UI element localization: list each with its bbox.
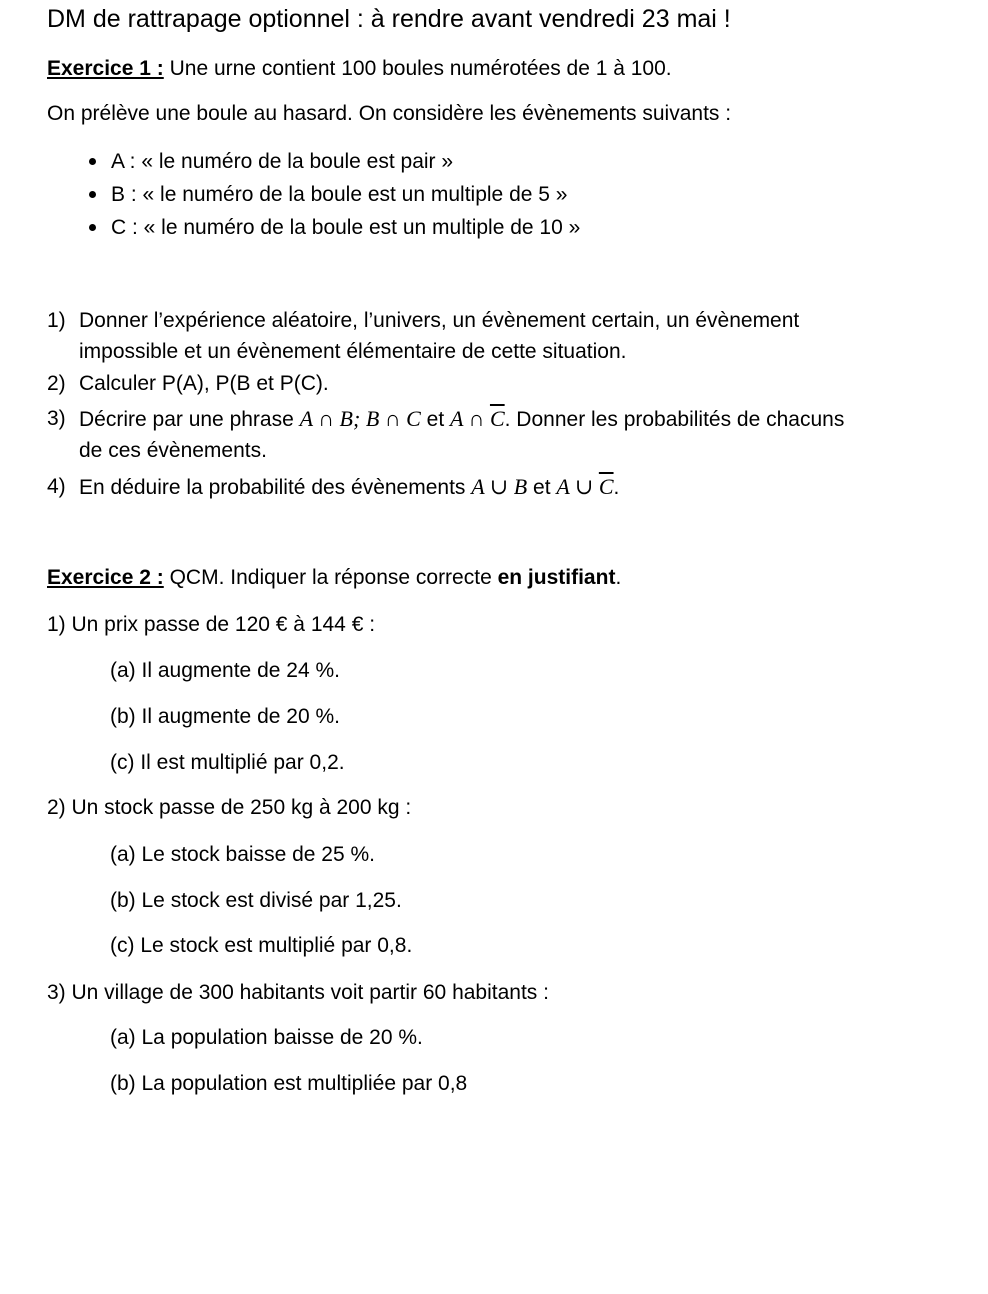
- ex1-q3-et: et: [420, 408, 451, 431]
- exercise-2-intro-post: .: [615, 566, 622, 589]
- ex1-q4-math2a: A ∪: [556, 474, 599, 499]
- exercise-1-intro: [47, 56, 672, 82]
- ex2-q1-option-b: (b) Il augmente de 20 %.: [110, 705, 340, 728]
- ex1-q2-number: 2): [47, 372, 66, 395]
- ex2-q1: 1) Un prix passe de 120 € à 144 € :: [47, 613, 376, 636]
- exercise-2-intro: [47, 565, 621, 591]
- ex1-q4-line: [79, 474, 619, 501]
- bullet-icon: [89, 224, 96, 231]
- ex1-q4-text: En déduire la probabilité des évènements: [79, 476, 472, 499]
- ex1-q4-cbar: $\overline{C}$: [598, 474, 614, 499]
- ex1-q4-math1: A ∪ B: [471, 474, 528, 499]
- exercise-2-intro-bold: en justifiant: [497, 566, 616, 589]
- ex1-q4-et: et: [527, 476, 557, 499]
- event-b: B : « le numéro de la boule est un multiple de 5 »: [111, 183, 568, 206]
- ex1-q1-number: 1): [47, 309, 66, 332]
- ex2-q1-option-a: (a) Il augmente de 24 %.: [110, 659, 340, 682]
- ex1-q4-math2: [556, 474, 613, 499]
- ex1-q3-math2: [450, 406, 505, 431]
- bullet-icon: [89, 191, 96, 198]
- ex1-q3-number: 3): [47, 407, 66, 430]
- exercise-2-heading: Exercice 2 :: [47, 566, 164, 589]
- exercise-1-context: On prélève une boule au hasard. On considère les évènements suivants :: [47, 102, 732, 125]
- ex1-q3-post: . Donner les probabilités de chacuns: [504, 408, 845, 431]
- ex2-q2-option-c: (c) Le stock est multiplié par 0,8.: [110, 934, 413, 957]
- ex2-q2-option-a: (a) Le stock baisse de 25 %.: [110, 843, 375, 866]
- ex2-q2-option-b: (b) Le stock est divisé par 1,25.: [110, 889, 402, 912]
- ex1-q3-line2: de ces évènements.: [79, 439, 267, 462]
- exercise-1-heading: Exercice 1 :: [47, 57, 164, 80]
- ex2-q2: 2) Un stock passe de 250 kg à 200 kg :: [47, 796, 412, 819]
- exercise-2-intro-text: QCM. Indiquer la réponse correcte: [163, 566, 498, 589]
- ex1-q1-line1: Donner l’expérience aléatoire, l’univers, un évènement certain, un évènement: [79, 309, 800, 332]
- ex2-q1-option-c: (c) Il est multiplié par 0,2.: [110, 751, 345, 774]
- ex1-q4-post: .: [613, 476, 620, 499]
- ex1-q3-text: Décrire par une phrase: [79, 408, 300, 431]
- bullet-icon: [89, 158, 96, 165]
- ex2-q3: 3) Un village de 300 habitants voit partir 60 habitants :: [47, 981, 549, 1004]
- ex1-q3-line1: [79, 406, 844, 433]
- page-title: DM de rattrapage optionnel : à rendre avant vendredi 23 mai !: [47, 5, 731, 33]
- ex1-q2: Calculer P(A), P(B et P(C).: [79, 372, 329, 395]
- ex1-q3-math2a: A ∩: [450, 406, 490, 431]
- ex2-q3-option-b: (b) La population est multipliée par 0,8: [110, 1072, 468, 1095]
- event-a: A : « le numéro de la boule est pair »: [111, 150, 454, 173]
- event-c: C : « le numéro de la boule est un multiple de 10 »: [111, 216, 581, 239]
- ex1-q3-cbar: $\overline{C}$: [489, 406, 505, 431]
- ex1-q3-math1: A ∩ B; B ∩ C: [299, 406, 421, 431]
- ex1-q1-line2: impossible et un évènement élémentaire de cette situation.: [79, 340, 627, 363]
- ex2-q3-option-a: (a) La population baisse de 20 %.: [110, 1026, 423, 1049]
- ex1-q4-number: 4): [47, 475, 66, 498]
- exercise-1-intro-text: Une urne contient 100 boules numérotées de 1 à 100.: [163, 57, 672, 80]
